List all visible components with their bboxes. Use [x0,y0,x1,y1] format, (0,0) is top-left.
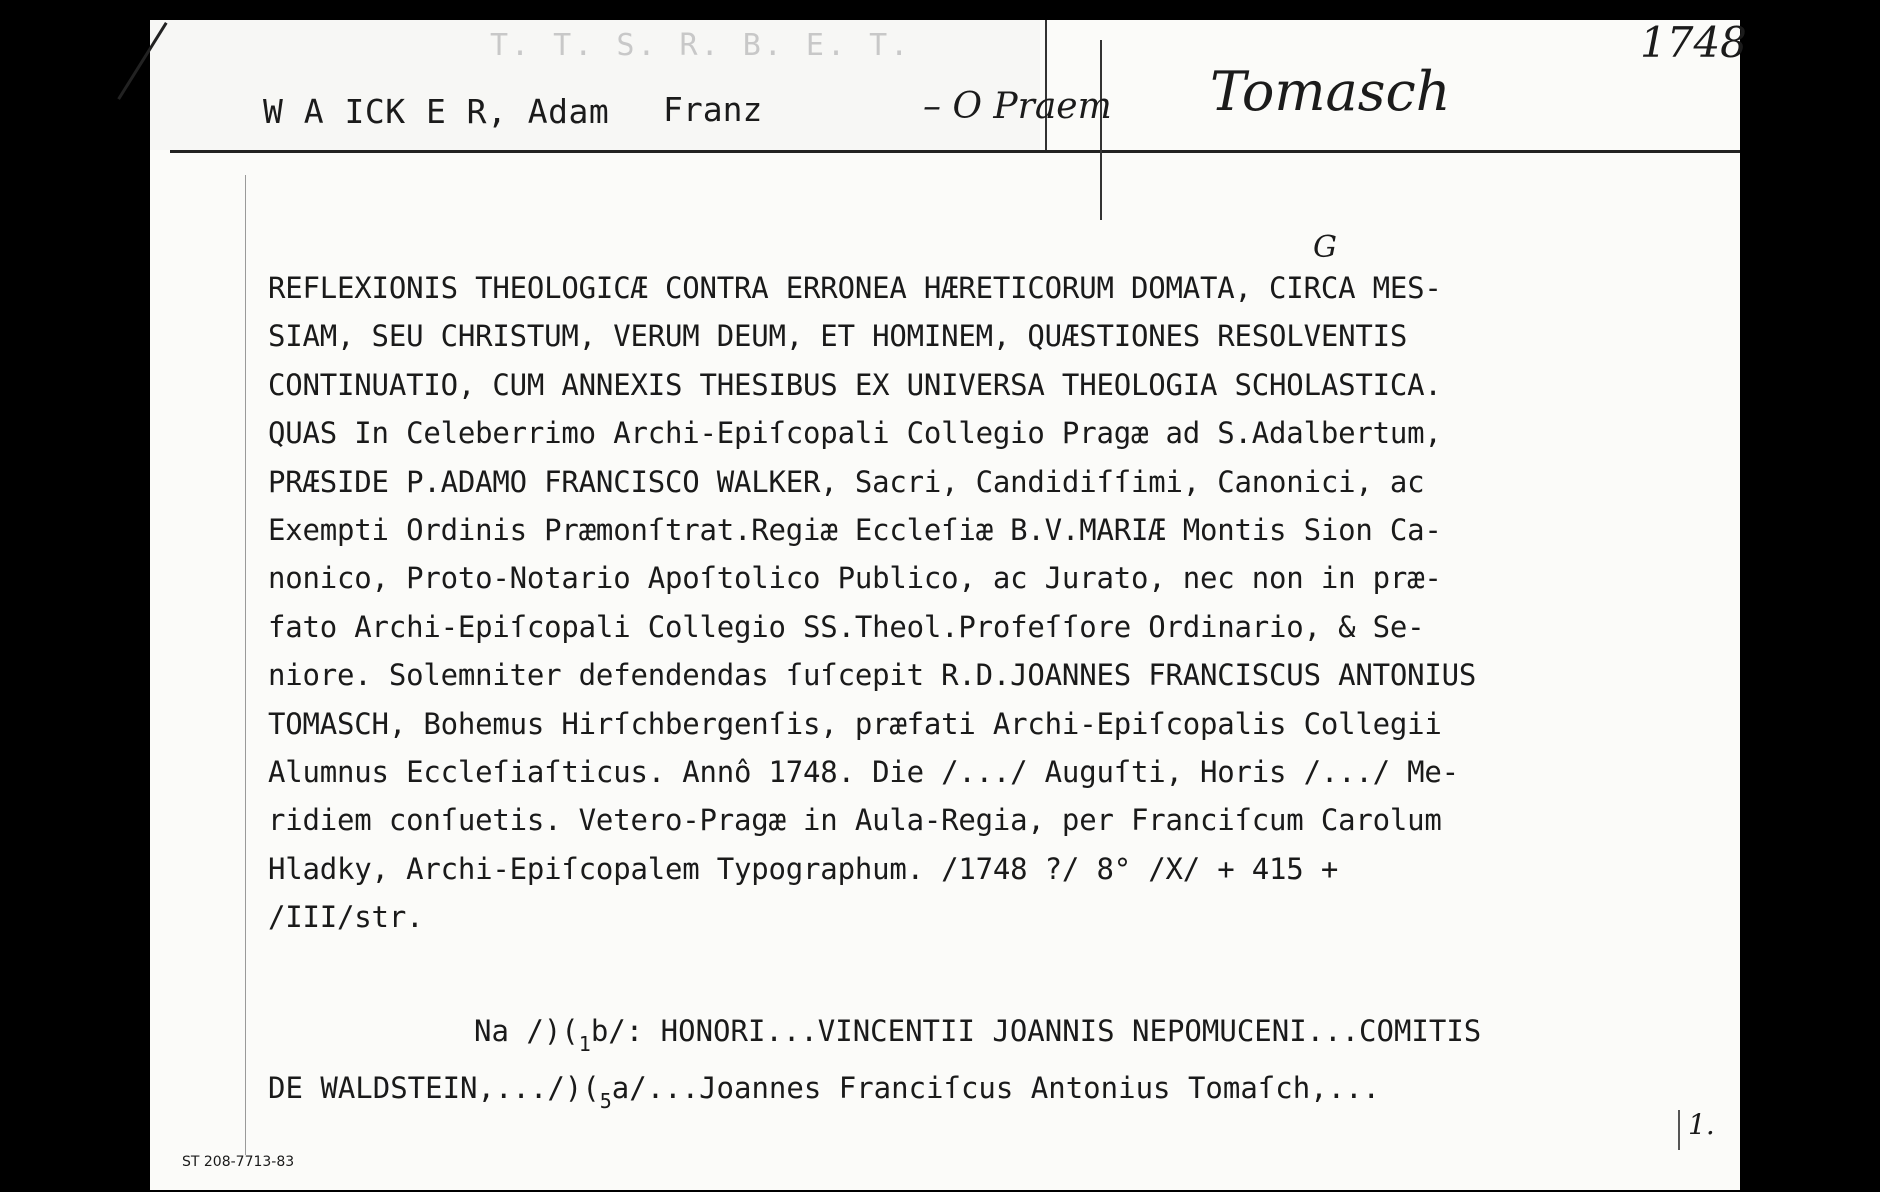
author-name: W A ICK E R, Adam [263,92,610,131]
note-subscript: 1 [578,1032,591,1056]
record-line: SIAM, SEU CHRISTUM, VERUM DEUM, ET HOMINEM, QUÆSTIONES RESOLVENTIS [268,319,1408,354]
record-line: nonico, Proto-Notario Apoſtolico Publico, ac Jurato, nec non in præ- [268,561,1442,596]
record-line: /III/str. [268,900,424,935]
page-number-mark: 1. [1688,1108,1715,1141]
handwritten-correction: G [1313,230,1337,265]
right-margin-tick [1678,1110,1680,1150]
contents-note [268,1004,1668,1118]
left-margin-rule [245,175,246,1155]
note-text: DE WALDSTEIN,.../)( [268,1071,600,1105]
note-line-1 [268,1004,1668,1061]
record-line: fato Archi-Epiſcopali Collegio SS.Theol.Profeſſore Ordinario, & Se- [268,609,1425,644]
record-line: CONTINUATIO, CUM ANNEXIS THESIBUS EX UNIVERSA THEOLOGIA SCHOLASTICA. [268,367,1442,402]
header-rule [170,150,1740,153]
bibliographic-record [268,264,1668,941]
record-line: Exempti Ordinis Præmonſtrat.Regiæ Eccleſiæ B.V.MARIÆ Montis Sion Ca- [268,512,1442,547]
card-heading [263,82,1263,142]
handwritten-year: 1748 [1640,18,1747,67]
faded-stamp-label: T. T. S. R. B. E. T. [490,28,912,63]
note-text: b/: HONORI...VINCENTII JOANNIS NEPOMUCENI...COMITIS [590,1014,1482,1048]
record-line: ridiem conſuetis. Vetero-Pragæ in Aula-Regia, per Franciſcum Carolum [268,803,1442,838]
record-line: TOMASCH, Bohemus Hirſchbergenſis, præfati Archi-Epiſcopalis Collegii [268,706,1442,741]
record-line: niore. Solemniter defendendas ſuſcepit R.D.JOANNES FRANCISCUS ANTONIUS [268,658,1477,693]
note-text: a/...Joannes Franciſcus Antonius Tomaſch,... [611,1071,1380,1105]
handwritten-order-note: – O Praem [923,86,1112,127]
note-subscript: 5 [599,1089,612,1113]
record-line: QUAS In Celeberrimo Archi-Epiſcopali Collegio Pragæ ad S.Adalbertum, [268,416,1442,451]
record-line: PRÆSIDE P.ADAMO FRANCISCO WALKER, Sacri, Candidiſſimi, Canonici, ac [268,464,1425,499]
author-given-name: Franz [663,90,763,129]
handwritten-name: Tomasch [1210,60,1451,123]
card-print-code: ST 208-7713-83 [182,1154,295,1170]
record-line: Hladky, Archi-Epiſcopalem Typographum. /1748 ?/ 8° /X/ + 415 + [268,851,1339,886]
record-line: Alumnus Eccleſiaſticus. Annô 1748. Die /.../ Auguſti, Horis /.../ Me- [268,754,1459,789]
note-line-2 [268,1061,1668,1118]
note-text: Na /)( [474,1014,579,1048]
record-line: REFLEXIONIS THEOLOGICÆ CONTRA ERRONEA HÆRETICORUM DOMATA, CIRCA MES- [268,271,1442,305]
